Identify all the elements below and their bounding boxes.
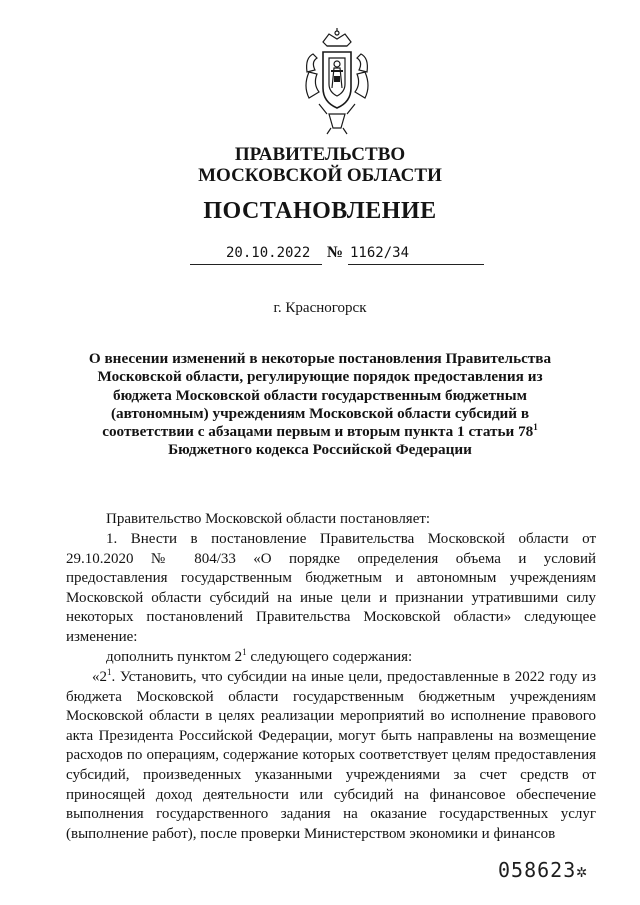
serial-star-icon: ✲ [576,861,589,882]
document-type: ПОСТАНОВЛЕНИЕ [203,198,437,224]
date-number-line [190,245,490,267]
paragraph-supplement [66,648,596,668]
supplement-text: дополнить пунктом 2 [106,649,243,665]
issuing-body [0,144,640,186]
clause-number: «2 [92,669,107,685]
issuing-body-line1: ПРАВИТЕЛЬСТВО [234,144,406,165]
title-text: О внесении изменений в некоторые постановления Правительства Московской области, регулирующие порядок предоставления из бюджета Московской области государственным бюджетным (автономным) учреждениям Московской области субсидий в соответствии с абзацами первым и вторым пункта 1 статьи 78 [88,350,552,441]
document-date: 20.10.2022 [226,245,311,261]
document-number: 1162/34 [350,245,410,261]
supplement-superscript: 1 [242,647,247,657]
title-text-end: Бюджетного кодекса Российской Федерации [168,441,472,459]
issuing-body-line2: МОСКОВСКОЙ ОБЛАСТИ [198,165,442,186]
city: г. Красногорск [273,300,367,316]
date-underline [190,264,322,265]
title-superscript: 1 [533,422,538,433]
clause-text: . Установить, что субсидии на иные цели, предоставленные в 2022 году из бюджета Московской области государственным бюджетным учреждениям Московской области в целях реализации мероприятий во исполнение правового акта Президента Российской Федерации, могут быть направлены на возмещение расходов по операциям, содержание которых соответствует целям предоставления субсидий, произведенных указанными учреждениями за счет средств от приносящей доход деятельности или субсидий на финансовое обеспечение выполнения государственного задания на оказание государственных услуг (выполнение работ), после проверки Министерством экономики и финансов [66,669,596,842]
clause-superscript: 1 [107,667,112,677]
number-sign: № [327,244,344,261]
paragraph-item-1: 1. Внести в постановление Правительства Московской области от 29.10.2020 № 804/33 «О порядке определения объема и условий предоставления государственным бюджетным и автономным учреждениям Московской области субсидий на иные цели и признании утратившими силу некоторых постановлений Правительства Московской области» следующее изменение: [66,531,596,645]
paragraph-clause-2-1 [66,668,596,844]
coat-of-arms-icon [301,28,373,136]
serial-number [498,858,588,882]
paragraph-resolves: Правительство Московской области постановляет: [106,511,431,527]
number-underline [348,264,484,265]
supplement-text-end: следующего содержания: [246,649,413,665]
document-title [80,350,560,460]
serial-digits: 058623 [498,858,577,882]
